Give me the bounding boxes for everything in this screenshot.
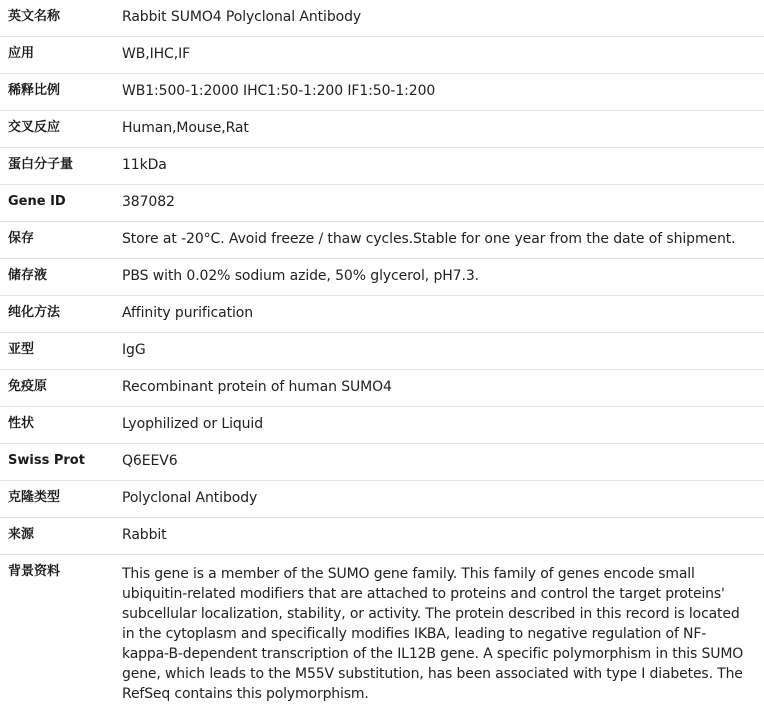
row-value: Rabbit SUMO4 Polyclonal Antibody [114,0,764,37]
row-value: IgG [114,333,764,370]
spec-row-molecular-weight [0,148,764,185]
spec-row-buffer [0,259,764,296]
spec-row-gene-id [0,185,764,222]
spec-row-purification [0,296,764,333]
row-label: Gene ID [0,185,114,222]
row-value: This gene is a member of the SUMO gene family. This family of genes encode small ubiquitin-related modifiers that are attached to proteins and control the target proteins' subcellular localization, stability, or activity. The protein described in this record is located in the cytoplasm and specifically modifies IKBA, leading to negative regulation of NF-kappa-B-dependent transcription of the IL12B gene. A specific polymorphism in this SUMO gene, which leads to the M55V substitution, has been associated with type I diabetes. The RefSeq contains this polymorphism. [114,555,764,710]
row-value: Affinity purification [114,296,764,333]
spec-row-isotype [0,333,764,370]
row-label: 亚型 [0,333,114,370]
spec-row-background [0,555,764,710]
spec-row-clonality [0,481,764,518]
spec-row-swiss-prot [0,444,764,481]
row-label: 保存 [0,222,114,259]
row-value: Q6EEV6 [114,444,764,481]
row-label: 免疫原 [0,370,114,407]
spec-row-reactivity [0,111,764,148]
spec-row-dilution [0,74,764,111]
row-label: 背景资料 [0,555,114,710]
spec-row-storage [0,222,764,259]
row-label: 应用 [0,37,114,74]
row-value: PBS with 0.02% sodium azide, 50% glycerol, pH7.3. [114,259,764,296]
row-label: 性状 [0,407,114,444]
row-label: 纯化方法 [0,296,114,333]
row-value: Rabbit [114,518,764,555]
row-value: Lyophilized or Liquid [114,407,764,444]
row-label: 稀释比例 [0,74,114,111]
spec-row-english-name [0,0,764,37]
row-label: 储存液 [0,259,114,296]
spec-row-host [0,518,764,555]
row-value: 11kDa [114,148,764,185]
row-label: 蛋白分子量 [0,148,114,185]
row-value: Recombinant protein of human SUMO4 [114,370,764,407]
row-label: 交叉反应 [0,111,114,148]
row-value: Store at -20°C. Avoid freeze / thaw cycles.Stable for one year from the date of shipment. [114,222,764,259]
row-value: 387082 [114,185,764,222]
row-label: 英文名称 [0,0,114,37]
row-value: Human,Mouse,Rat [114,111,764,148]
spec-row-application [0,37,764,74]
row-value: WB,IHC,IF [114,37,764,74]
spec-row-form [0,407,764,444]
row-label: 来源 [0,518,114,555]
row-label: Swiss Prot [0,444,114,481]
row-value: WB1:500-1:2000 IHC1:50-1:200 IF1:50-1:200 [114,74,764,111]
spec-row-immunogen [0,370,764,407]
row-value: Polyclonal Antibody [114,481,764,518]
row-label: 克隆类型 [0,481,114,518]
